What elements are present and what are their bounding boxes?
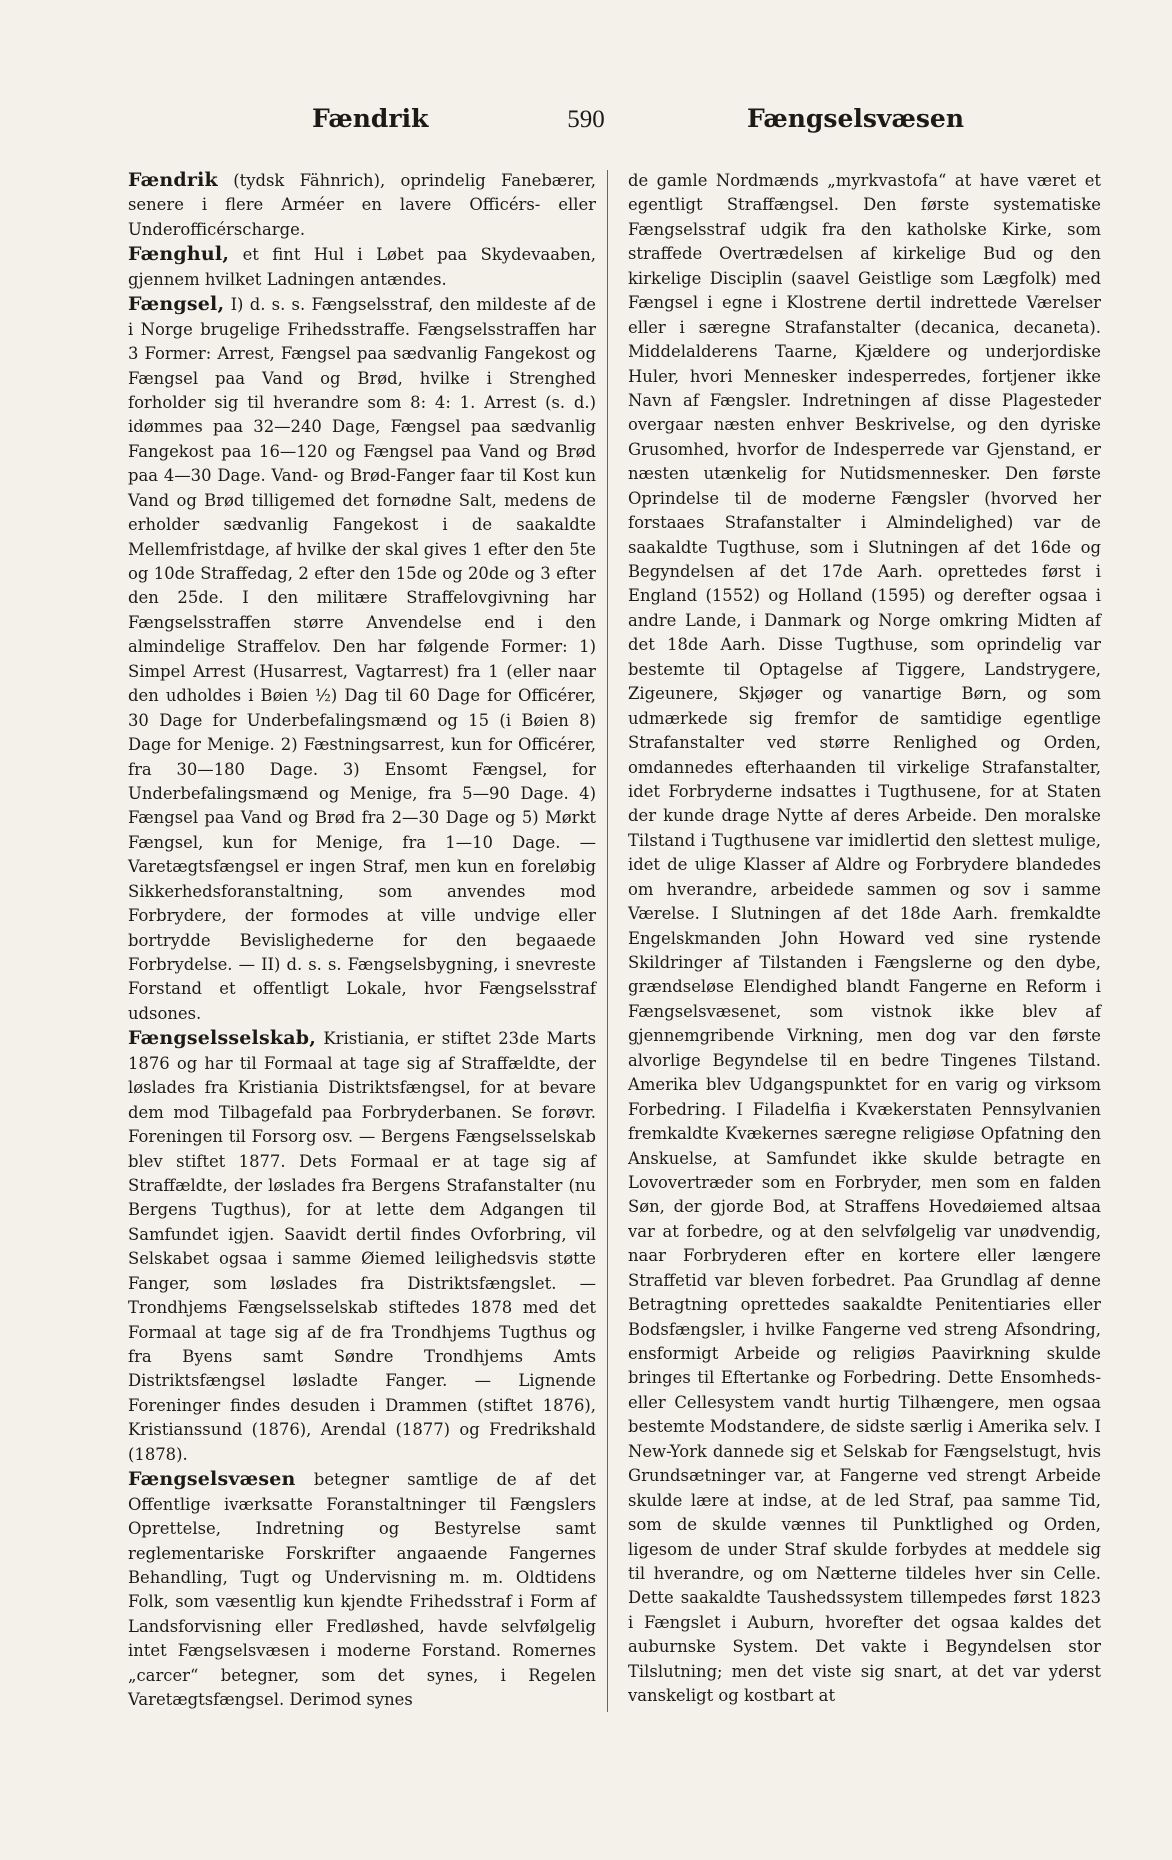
entry-lemma: Fænghul, — [128, 243, 230, 266]
entry-text: et fint Hul i Løbet paa Skydevaaben, gjennem hvilket Ladningen antændes. — [128, 245, 596, 289]
entry-lemma: Fændrik — [128, 169, 218, 191]
right-column — [628, 168, 1101, 1709]
entry-lemma: Fængselsselskab, — [128, 1027, 317, 1050]
dictionary-entry-continued — [628, 168, 1101, 1709]
dictionary-entry — [128, 292, 596, 1026]
left-running-headword: Fændrik — [312, 104, 429, 133]
dictionary-entry — [128, 242, 596, 292]
entry-text: I) d. s. s. Fængselsstraf, den mildeste af de i Norge brugelige Frihedsstraffe. Fængselsstraffen har 3 Former: Arrest, Fængsel paa sædvanlig Fangekost og Fængsel paa Vand og Brød, hvilke i Strenghed forholder sig til hverandre som 8: 4: 1. Arrest (s. d.) idømmes paa 32—240 Dage, Fængsel paa sædvanlig Fangekost paa 16—120 og Fængsel paa Vand og Brød paa 4—30 Dage. Vand- og Brød-Fanger faar til Kost kun Vand og Brød tilligemed det fornødne Salt, medens de erholder sædvanlig Fangekost i de saakaldte Mellemfristdage, af hvilke der skal gives 1 efter den 5te og 10de Straffedag, 2 efter den 15de og 20de og 3 efter den 25de. I den militære Straffelovgivning har Fængselsstraffen større Anvendelse end i den almindelige Straffelov. Den har følgende Former: 1) Simpel Arrest (Husarrest, Vagtarrest) fra 1 (eller naar den udholdes i Bøien ½) Dag til 60 Dage for Officérer, 30 Dage for Underbefalingsmænd og 15 (i Bøien 8) Dage for Menige. 2) Fæstningsarrest, kun for Officérer, fra 30—180 Dage. 3) Ensomt Fængsel, for Underbefalingsmænd og Menige, fra 5—90 Dage. 4) Fængsel paa Vand og Brød fra 2—30 Dage og 5) Mørkt Fængsel, kun for Menige, fra 1—10 Dage. — Varetægtsfængsel er ingen Straf, men kun en foreløbig Sikkerhedsforanstaltning, som anvendes mod Forbrydere, der formodes at ville undvige eller bortrydde Bevislighederne for den begaaede Forbrydelse. — II) d. s. s. Fængselsbygning, i snevreste Forstand et offentligt Lokale, hvor Fængselsstraf udsones. — [128, 295, 596, 1023]
entry-text: (tydsk Fähnrich), oprindelig Fanebærer, senere i flere Arméer en lavere Officérs- eller Underofficérscharge. — [128, 171, 596, 239]
entry-text: de gamle Nordmænds „myrkvastofa“ at have været et egentligt Straffængsel. Den første systematiske Fængselsstraf udgik fra den katholske Kirke, som straffede Overtrædelsen af kirkelige Bud og den kirkelige Disciplin (saavel Geistlige som Lægfolk) med Fængsel i egne i Klostrene dertil indrettede Værelser eller i særegne Strafanstalter (decanica, decaneta). Middelalderens Taarne, Kjældere og underjordiske Huler, hvori Mennesker indesperredes, fortjener ikke Navn af Fængsler. Indretningen af disse Plagesteder overgaar næsten enhver Beskrivelse, og den dyriske Grusomhed, hvorfor de Indesperrede var Gjenstand, er næsten utænkelig for Nutidsmennesker. Den første Oprindelse til de moderne Fængsler (hvorved her forstaaes Strafanstalter i Almindelighed) var de saakaldte Tugthuse, som i Slutningen af det 16de og Begyndelsen af det 17de Aarh. oprettedes først i England (1552) og Holland (1595) og derefter ogsaa i andre Lande, i Danmark og Norge omkring Midten af det 18de Aarh. Disse Tugthuse, som oprindelig var bestemte til Optagelse af Tiggere, Landstrygere, Zigeunere, Skjøger og vanartige Børn, og som udmærkede sig fremfor de samtidige egentlige Strafanstalter ved større Renlighed og Orden, omdannedes efterhaanden til virkelige Strafanstalter, idet Forbryderne indsattes i Tugthusene, for at Staten der kunde drage Nytte af deres Arbeide. Den moralske Tilstand i Tugthusene var imidlertid den slettest mulige, idet de ulige Klasser af Aldre og Forbrydere blandedes om hverandre, arbeidede sammen og sov i samme Værelse. I Slutningen af det 18de Aarh. fremkaldte Engelskmanden John Howard ved sine rystende Skildringer af Tilstanden i Fængslerne og den dybe, grændseløse Elendighed blandt Fangerne en Reform i Fængselsvæsenet, som vistnok ikke blev af gjennemgribende Virkning, men dog var den første alvorlige Begyndelse til en bedre Tingenes Tilstand. Amerika blev Udgangspunktet for en varig og virksom Forbedring. I Filadelfia i Kvækerstaten Pennsylvanien fremkaldte Kvækernes særegne religiøse Opfatning den Anskuelse, at Samfundet ikke skulde betragte en Lovovertræder som en Forbryder, men som en falden Søn, der gjorde Bod, at Straffens Hovedøiemed altsaa var at forbedre, og at den selvfølgelig var unødvendig, naar Forbryderen efter en kortere eller længere Straffetid var bleven forbedret. Paa Grundlag af denne Betragtning oprettedes saakaldte Penitentiaries eller Bodsfængsler, i hvilke Fangerne ved streng Afsondring, ensformigt Arbeide og religiøs Paavirkning skulde bringes til Eftertanke og Forbedring. Dette Ensomheds- eller Cellesystem vandt hurtig Tilhængere, men ogsaa bestemte Modstandere, de sidste særlig i Amerika selv. I New-York dannede sig et Selskab for Fængselstugt, hvis Grundsætninger var, at Fangerne ved strengt Arbeide skulde lære at indse, at de led Straf, paa samme Tid, som de skulde vænnes til Punktlighed og Orden, ligesom de under Straf skulde forbydes at meddele sig til hverandre, og om Nætterne tildeles hver sin Celle. Dette saakaldte Taushedssystem tillempedes først 1823 i Fængslet i Auburn, hvorefter det ogsaa kaldes det auburnske System. Det vakte i Begyndelsen stor Tilslutning; men det viste sig snart, at det var yderst vanskeligt og kostbart at — [628, 171, 1101, 1706]
page-header — [0, 104, 1172, 144]
entry-lemma: Fængselsvæsen — [128, 1468, 296, 1491]
column-divider — [607, 170, 608, 1712]
left-column — [128, 168, 596, 1713]
right-running-headword: Fængselsvæsen — [746, 104, 964, 133]
dictionary-entry — [128, 1026, 596, 1467]
dictionary-entry — [128, 168, 596, 242]
entry-lemma: Fængsel, — [128, 293, 225, 316]
dictionary-entry — [128, 1467, 596, 1712]
entry-text: betegner samtlige de af det Offentlige iværksatte Foranstaltninger til Fængslers Oprettelse, Indretning og Bestyrelse samt reglementariske Forskrifter angaaende Fangernes Behandling, Tugt og Undervisning m. m. Oldtidens Folk, som væsentlig kun kjendte Frihedsstraf i Form af Landsforvisning eller Fredløshed, havde selvfølgelig intet Fængselsvæsen i moderne Forstand. Romernes „carcer“ betegner, som det synes, i Regelen Varetægtsfængsel. Derimod synes — [128, 1470, 596, 1710]
entry-text: Kristiania, er stiftet 23de Marts 1876 og har til Formaal at tage sig af Straffældte, der løslades fra Kristiania Distriktsfængsel, for at bevare dem mod Tilbagefald paa Forbryderbanen. Se forøvr. Foreningen til Forsorg osv. — Bergens Fængselsselskab blev stiftet 1877. Dets Formaal er at tage sig af Straffældte, der løslades fra Bergens Strafanstalter (nu Bergens Tugthus), for at lette dem Adgangen til Samfundet igjen. Saavidt dertil findes Ovforbring, vil Selskabet ogsaa i samme Øiemed leilighedsvis støtte Fanger, som løslades fra Distriktsfængslet. — Trondhjems Fængselsselskab stiftedes 1878 med det Formaal at tage sig af de fra Trondhjems Tugthus og fra Byens samt Søndre Trondhjems Amts Distriktsfængsel løsladte Fanger. — Lignende Foreninger findes desuden i Drammen (stiftet 1876), Kristianssund (1876), Arendal (1877) og Fredrikshald (1878). — [128, 1029, 596, 1464]
page-number: 590 — [567, 106, 605, 133]
